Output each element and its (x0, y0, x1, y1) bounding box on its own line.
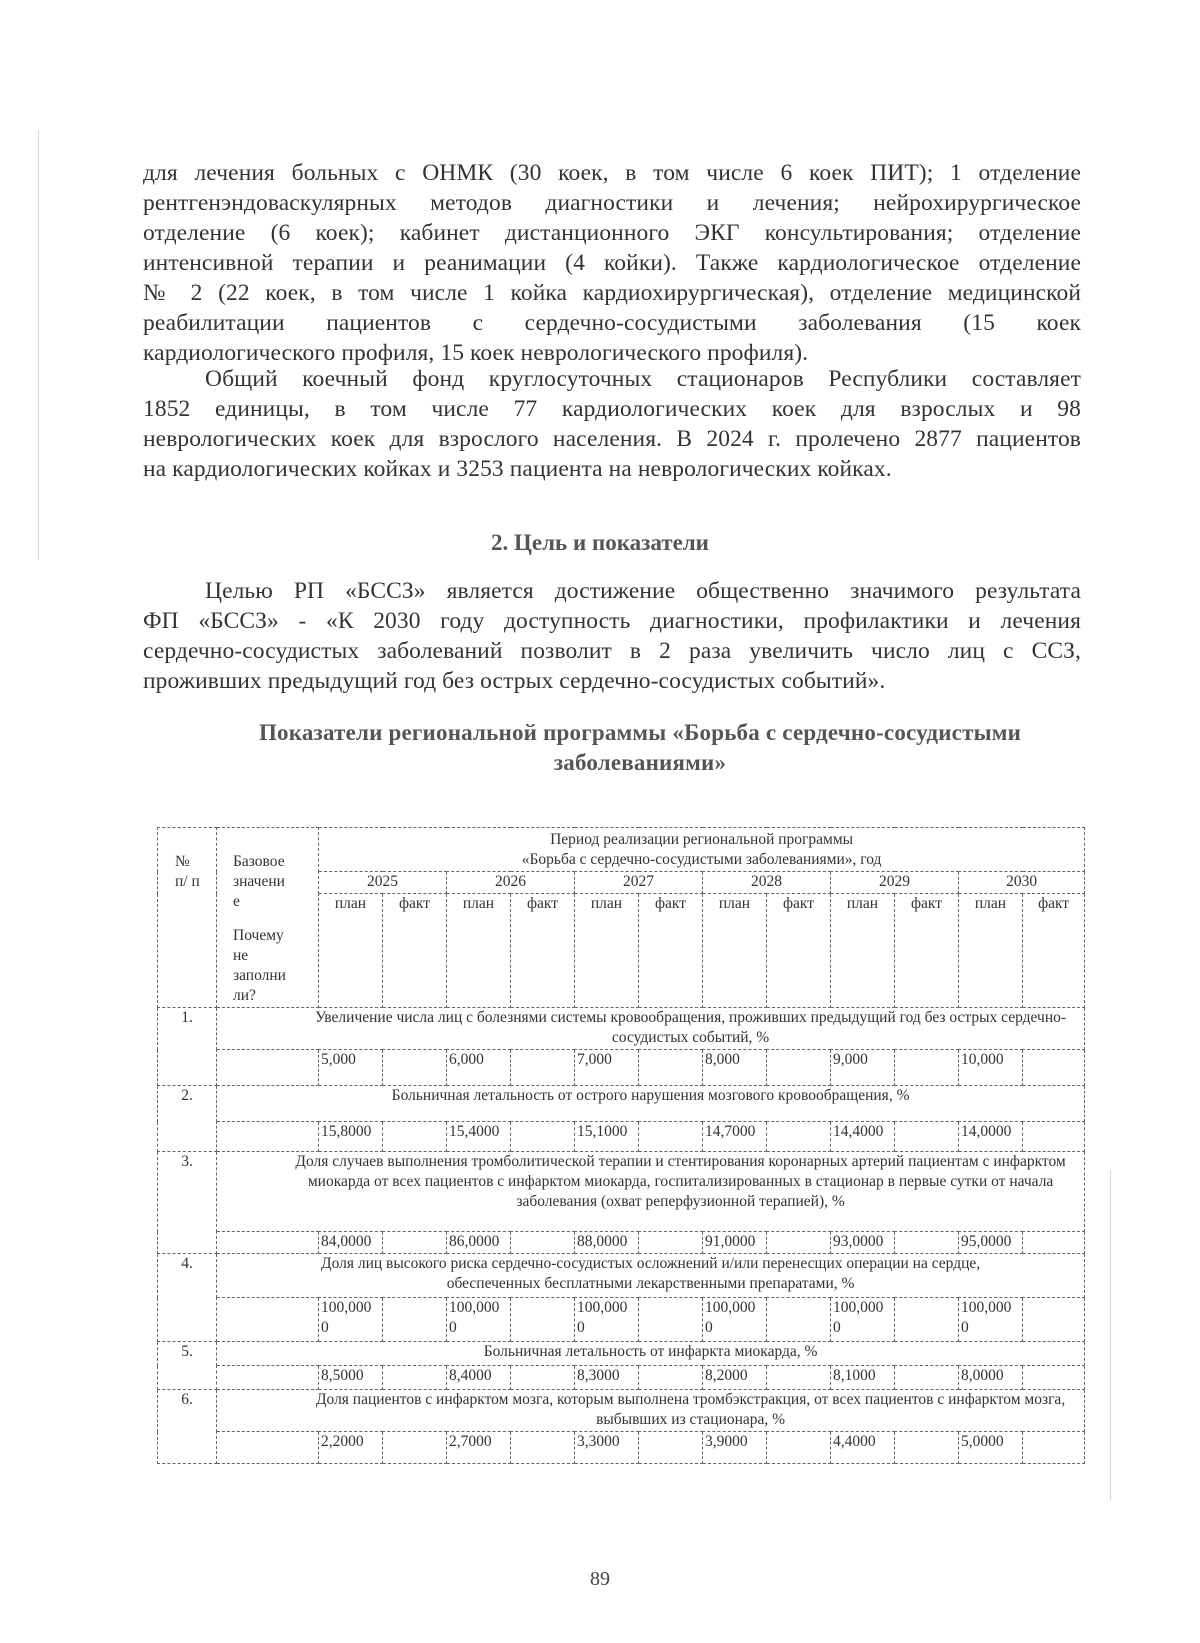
section-heading: 2. Цель и показатели (491, 530, 709, 555)
plan-2025: 2,2000 (319, 1432, 383, 1464)
scan-margin-mark (1110, 1170, 1111, 1500)
base-value (217, 1432, 319, 1464)
indicator-title: Доля случаев выполнения тромболитической терапии и стентирования коронарных артерий пациентам с инфарктом миокарда от всех пациентов с инфарктом миокарда, госпитализированных в стационар в первые сутки от начала заболевания (охват реперфузионной терапией), % (217, 1152, 1085, 1232)
spacer (233, 912, 315, 926)
header-row-period (158, 828, 1085, 872)
plan-2026: 6,000 (447, 1050, 511, 1086)
period-header-line: «Борьба с сердечно-сосудистыми заболеваниями», год (521, 851, 882, 868)
indicator-number: 3. (158, 1152, 217, 1254)
text-line: на кардиологических койках и 3253 пациента на неврологических койках. (143, 456, 892, 482)
plan-header: план (831, 894, 895, 1008)
indicator-title: Увеличение числа лиц с болезнями системы кровообращения, проживших предыдущий год без острых сердечно-сосудистых событий, % (217, 1008, 1085, 1050)
fact-2028 (767, 1366, 831, 1390)
year-header-2028: 2028 (703, 872, 831, 894)
plan-2025: 15,8000 (319, 1122, 383, 1152)
fact-2025 (383, 1122, 447, 1152)
fact-header: факт (639, 894, 703, 1008)
text-line: отделение (6 коек); кабинет дистанционного ЭКГ консультирования; отделение (143, 220, 1081, 246)
text-line: проживших предыдущий год без острых сердечно-сосудистых событий». (143, 668, 886, 694)
indicator-number: 2. (158, 1086, 217, 1152)
base-header-line: заполни (233, 967, 286, 984)
fact-2029 (895, 1298, 959, 1342)
text-line: Целью РП «БССЗ» является достижение общественно значимого результата (205, 578, 1081, 604)
text-line: реабилитации пациентов с сердечно-сосудистыми заболевания (15 коек (143, 310, 1081, 336)
fact-2030 (1023, 1298, 1085, 1342)
base-value (217, 1050, 319, 1086)
fact-2029 (895, 1432, 959, 1464)
indicator-title: Больничная летальность от острого нарушения мозгового кровообращения, % (217, 1086, 1085, 1122)
fact-2030 (1023, 1432, 1085, 1464)
plan-2025: 84,0000 (319, 1232, 383, 1254)
year-header-2030: 2030 (959, 872, 1085, 894)
plan-header: план (319, 894, 383, 1008)
year-header-2027: 2027 (575, 872, 703, 894)
plan-2027: 3,3000 (575, 1432, 639, 1464)
fact-2025 (383, 1432, 447, 1464)
indicator-number: 1. (158, 1008, 217, 1086)
plan-2026: 8,4000 (447, 1366, 511, 1390)
base-column-header (217, 828, 319, 1008)
fact-2027 (639, 1050, 703, 1086)
plan-2027: 8,3000 (575, 1366, 639, 1390)
indicator-values-row (158, 1432, 1085, 1464)
fact-header: факт (895, 894, 959, 1008)
plan-2029: 100,0000 (831, 1298, 895, 1342)
base-header-line: Почему (233, 927, 284, 944)
plan-2025: 100,0000 (319, 1298, 383, 1342)
fact-2029 (895, 1122, 959, 1152)
plan-2026: 2,7000 (447, 1432, 511, 1464)
fact-2026 (511, 1298, 575, 1342)
indicator-title-row (158, 1008, 1085, 1050)
plan-header: план (575, 894, 639, 1008)
fact-2026 (511, 1366, 575, 1390)
fact-2028 (767, 1050, 831, 1086)
base-value (217, 1122, 319, 1152)
fact-2027 (639, 1232, 703, 1254)
num-header-label: № п/ п (175, 853, 200, 890)
indicator-title-row (158, 1152, 1085, 1232)
plan-2028: 8,000 (703, 1050, 767, 1086)
scan-margin-mark (38, 130, 39, 560)
fact-2026 (511, 1232, 575, 1254)
table-title (180, 718, 1100, 778)
fact-2028 (767, 1432, 831, 1464)
plan-2027: 88,0000 (575, 1232, 639, 1254)
fact-2030 (1023, 1232, 1085, 1254)
indicator-values-row (158, 1366, 1085, 1390)
indicator-title: Больничная летальность от инфаркта миокарда, % (217, 1342, 1085, 1366)
plan-2030: 100,0000 (959, 1298, 1023, 1342)
fact-2026 (511, 1050, 575, 1086)
fact-2025 (383, 1366, 447, 1390)
fact-2025 (383, 1050, 447, 1086)
fact-header: факт (1023, 894, 1085, 1008)
indicator-title-row (158, 1254, 1085, 1298)
fact-2029 (895, 1366, 959, 1390)
fact-header: факт (767, 894, 831, 1008)
plan-2029: 4,4000 (831, 1432, 895, 1464)
plan-header: план (447, 894, 511, 1008)
year-header-2025: 2025 (319, 872, 447, 894)
page-number: 89 (590, 1568, 610, 1590)
indicator-number: 5. (158, 1342, 217, 1390)
plan-2028: 91,0000 (703, 1232, 767, 1254)
base-header-line: ли? (233, 987, 256, 1004)
indicator-number: 6. (158, 1390, 217, 1464)
text-line: № 2 (22 коек, в том числе 1 койка кардиохирургическая), отделение медицинской (143, 280, 1081, 306)
fact-2025 (383, 1298, 447, 1342)
fact-2029 (895, 1050, 959, 1086)
fact-2025 (383, 1232, 447, 1254)
plan-2030: 10,000 (959, 1050, 1023, 1086)
plan-2029: 14,4000 (831, 1122, 895, 1152)
plan-2030: 95,0000 (959, 1232, 1023, 1254)
beds-paragraph (143, 364, 1081, 484)
plan-2027: 100,0000 (575, 1298, 639, 1342)
text-line: интенсивной терапии и реанимации (4 койки). Также кардиологическое отделение (143, 250, 1081, 276)
fact-2027 (639, 1366, 703, 1390)
plan-2025: 8,5000 (319, 1366, 383, 1390)
indicator-values-row (158, 1050, 1085, 1086)
fact-2026 (511, 1432, 575, 1464)
base-header-line: не (233, 947, 249, 964)
plan-2028: 100,0000 (703, 1298, 767, 1342)
fact-2026 (511, 1122, 575, 1152)
plan-2029: 93,0000 (831, 1232, 895, 1254)
plan-2029: 9,000 (831, 1050, 895, 1086)
plan-header: план (703, 894, 767, 1008)
fact-2028 (767, 1122, 831, 1152)
intro-paragraph (143, 158, 1081, 368)
text-line: Общий коечный фонд круглосуточных стационаров Республики составляет (205, 366, 1081, 392)
indicator-title: Доля лиц высокого риска сердечно-сосудистых осложнений и/или перенесщих операции на сердце, обеспеченных бесплатными лекарственными препаратами, % (217, 1254, 1085, 1298)
text-line: 1852 единицы, в том числе 77 кардиологических коек для взрослых и 98 (143, 396, 1081, 422)
text-line: рентгенэндоваскулярных методов диагностики и лечения; нейрохирургическое (143, 190, 1081, 216)
plan-2028: 8,2000 (703, 1366, 767, 1390)
base-value (217, 1298, 319, 1342)
plan-2030: 8,0000 (959, 1366, 1023, 1390)
fact-2029 (895, 1232, 959, 1254)
year-header-2029: 2029 (831, 872, 959, 894)
text-line: кардиологического профиля, 15 коек неврологического профиля). (143, 340, 809, 366)
plan-2026: 100,0000 (447, 1298, 511, 1342)
year-header-2026: 2026 (447, 872, 575, 894)
indicator-title-row (158, 1086, 1085, 1122)
num-column-header (158, 828, 217, 1008)
text-line: для лечения больных с ОНМК (30 коек, в том числе 6 коек ПИТ); 1 отделение (143, 160, 1081, 186)
base-value (217, 1232, 319, 1254)
plan-2026: 86,0000 (447, 1232, 511, 1254)
fact-2030 (1023, 1050, 1085, 1086)
indicator-values-row (158, 1232, 1085, 1254)
plan-2029: 8,1000 (831, 1366, 895, 1390)
plan-2030: 14,0000 (959, 1122, 1023, 1152)
base-header-line: Базовое (233, 853, 285, 870)
plan-2025: 5,000 (319, 1050, 383, 1086)
plan-2028: 14,7000 (703, 1122, 767, 1152)
fact-2027 (639, 1122, 703, 1152)
fact-2028 (767, 1232, 831, 1254)
text-line: неврологических коек для взрослого населения. В 2024 г. пролечено 2877 пациентов (143, 426, 1081, 452)
period-header-line: Период реализации региональной программы (550, 831, 854, 848)
table-title-line: заболеваниями» (553, 750, 727, 775)
indicators-table (157, 827, 1085, 1464)
table-title-line: Показатели региональной программы «Борьба с сердечно-сосудистыми (258, 720, 1022, 745)
fact-2030 (1023, 1366, 1085, 1390)
indicator-title: Доля пациентов с инфарктом мозга, которым выполнена тромбэкстракция, от всех пациентов с инфарктом мозга, выбывших из стационара, % (217, 1390, 1085, 1432)
indicator-title-row (158, 1390, 1085, 1432)
plan-2027: 15,1000 (575, 1122, 639, 1152)
goal-paragraph (143, 576, 1081, 696)
plan-2026: 15,4000 (447, 1122, 511, 1152)
base-header-line: значени (233, 873, 285, 890)
fact-2030 (1023, 1122, 1085, 1152)
indicator-number: 4. (158, 1254, 217, 1342)
plan-2030: 5,0000 (959, 1432, 1023, 1464)
fact-header: факт (511, 894, 575, 1008)
indicator-values-row (158, 1122, 1085, 1152)
text-line: сердечно-сосудистых заболеваний позволит в 2 раза увеличить число лиц с ССЗ, (143, 638, 1081, 664)
plan-2027: 7,000 (575, 1050, 639, 1086)
fact-header: факт (383, 894, 447, 1008)
indicator-title-row (158, 1342, 1085, 1366)
plan-header: план (959, 894, 1023, 1008)
fact-2027 (639, 1298, 703, 1342)
fact-2027 (639, 1432, 703, 1464)
text-line: ФП «БССЗ» - «К 2030 году доступность диагностики, профилактики и лечения (143, 608, 1081, 634)
indicator-values-row (158, 1298, 1085, 1342)
plan-2028: 3,9000 (703, 1432, 767, 1464)
fact-2028 (767, 1298, 831, 1342)
period-header (319, 828, 1085, 872)
base-value (217, 1366, 319, 1390)
base-header-line: е (233, 893, 240, 910)
